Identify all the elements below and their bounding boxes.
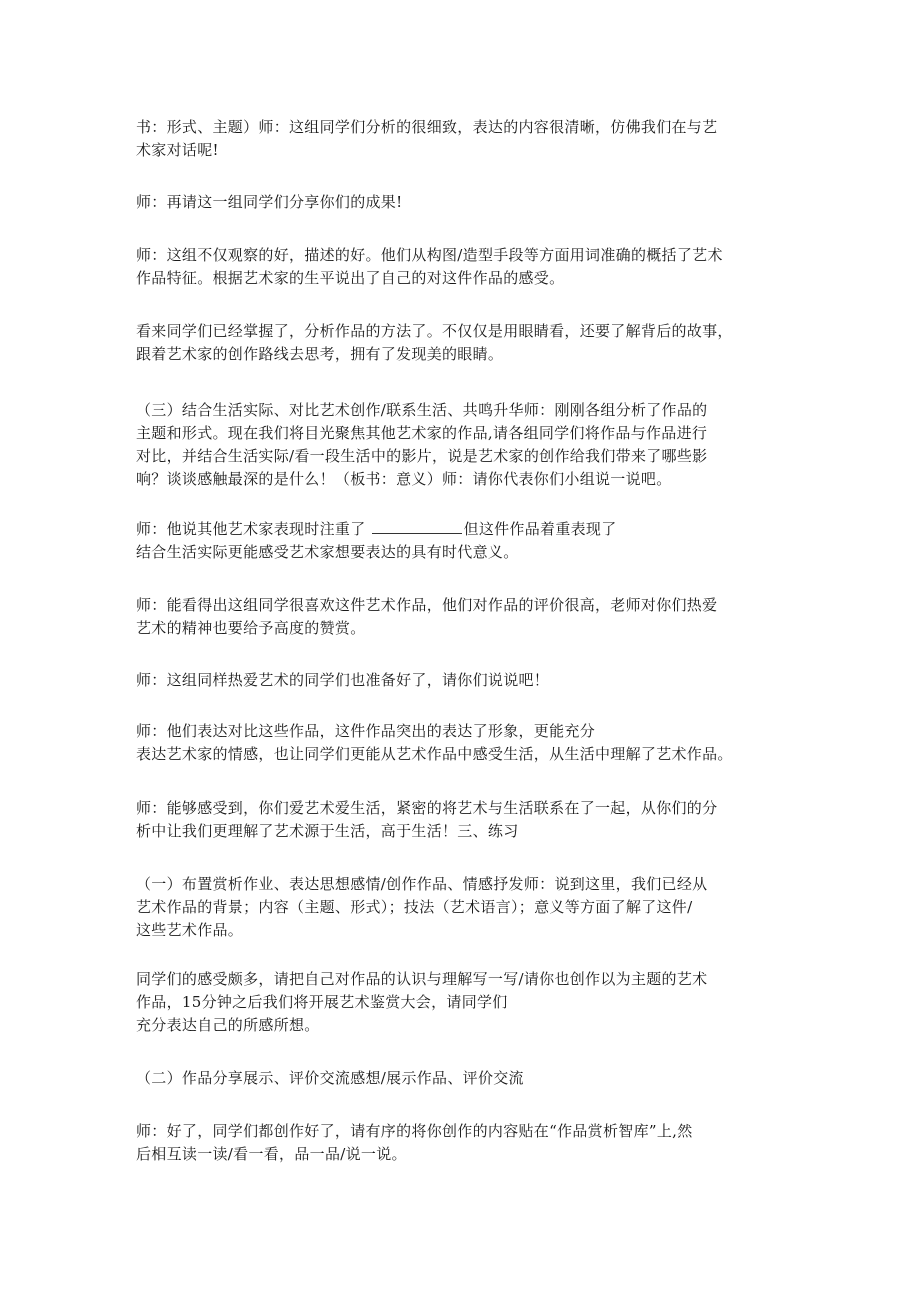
text-line: 师：他们表达对比这些作品，这件作品突出的表达了形象，更能充分 [136,722,596,740]
text-line: 充分表达自己的所感所想。 [136,1016,320,1034]
paragraph-6 [136,518,816,564]
text-after-blank: 但这件作品着重表现了 [463,520,617,538]
paragraph-14 [136,1120,816,1166]
text-line: 艺术的精神也要给予高度的赞赏。 [136,619,366,637]
text-line: 这些艺术作品。 [136,921,244,939]
text-line: 师：好了，同学们都创作好了，请有序的将你创作的内容贴在“作品赏析智库”上,然 [136,1122,693,1140]
paragraph-11 [136,873,816,942]
text-line: 跟着艺术家的创作路线去思考，拥有了发现美的眼睛。 [136,345,504,363]
text-line: 作品特征。根据艺术家的生平说出了自己的对这件作品的感受。 [136,269,565,287]
text-line: 结合生活实际更能感受艺术家想要表达的具有时代意义。 [136,543,519,561]
paragraph-12 [136,968,816,1037]
text-line: 后相互读一读/看一看，品一品/说一说。 [136,1145,407,1163]
paragraph-7 [136,594,816,640]
text-before-blank: 师：他说其他艺术家表现时注重了 [136,520,366,538]
text-line: 作品，15分钟之后我们将开展艺术鉴赏大会，请同学们 [136,993,508,1011]
paragraph-3 [136,244,816,290]
text-line: 同学们的感受颇多，请把自己对作品的认识与理解写一写/请你也创作以为主题的艺术 [136,970,708,988]
paragraph-13 [136,1067,816,1090]
text-line: 对比，并结合生活实际/看一段生活中的影片，说是艺术家的创作给我们带来了哪些影 [136,447,708,465]
text-line: （二）作品分享展示、评价交流感想/展示作品、评价交流 [136,1069,524,1087]
text-line: 看来同学们已经掌握了，分析作品的方法了。不仅仅是用眼睛看，还要了解背后的故事， [136,322,733,340]
text-line: 主题和形式。现在我们将目光聚焦其他艺术家的作品,请各组同学们将作品与作品进行 [136,424,708,442]
text-line: （三）结合生活实际、对比艺术创作/联系生活、共鸣升华师：刚刚各组分析了作品的 [136,401,708,419]
paragraph-2 [136,191,816,214]
text-line: 析中让我们更理解了艺术源于生活，高于生活！三、练习 [136,822,519,840]
paragraph-8 [136,669,816,692]
text-line: 师：能看得出这组同学很喜欢这件艺术作品，他们对作品的评价很高，老师对你们热爱 [136,596,718,614]
paragraph-9 [136,720,816,766]
text-line: 师：这组同样热爱艺术的同学们也准备好了，请你们说说吧！ [136,671,550,689]
text-line: 师：再请这一组同学们分享你们的成果! [136,193,403,211]
text-line: 表达艺术家的情感，也让同学们更能从艺术作品中感受生活，从生活中理解了艺术作品。 [136,745,733,763]
paragraph-4 [136,320,816,366]
text-line: 术家对话呢! [136,141,219,159]
text-line: 师：能够感受到，你们爱艺术爱生活，紧密的将艺术与生活联系在了一起，从你们的分 [136,799,718,817]
paragraph-1 [136,116,816,162]
text-line: 艺术作品的背景；内容（主题、形式）；技法（艺术语言）；意义等方面了解了这件/ [136,898,693,916]
paragraph-10 [136,797,816,843]
text-line: 响？谈谈感触最深的是什么！（板书：意义）师：请你代表你们小组说一说吧。 [136,470,672,488]
fill-in-blank [372,519,462,534]
text-line: 书：形式、主题）师：这组同学们分析的很细致，表达的内容很清晰，仿佛我们在与艺 [136,118,718,136]
text-line: 师：这组不仅观察的好，描述的好。他们从构图/造型手段等方面用词准确的概括了艺术 [136,246,723,264]
paragraph-5 [136,399,816,491]
text-line-with-blank [136,518,816,541]
text-line: （一）布置赏析作业、表达思想感情/创作作品、情感抒发师：说到这里，我们已经从 [136,875,708,893]
